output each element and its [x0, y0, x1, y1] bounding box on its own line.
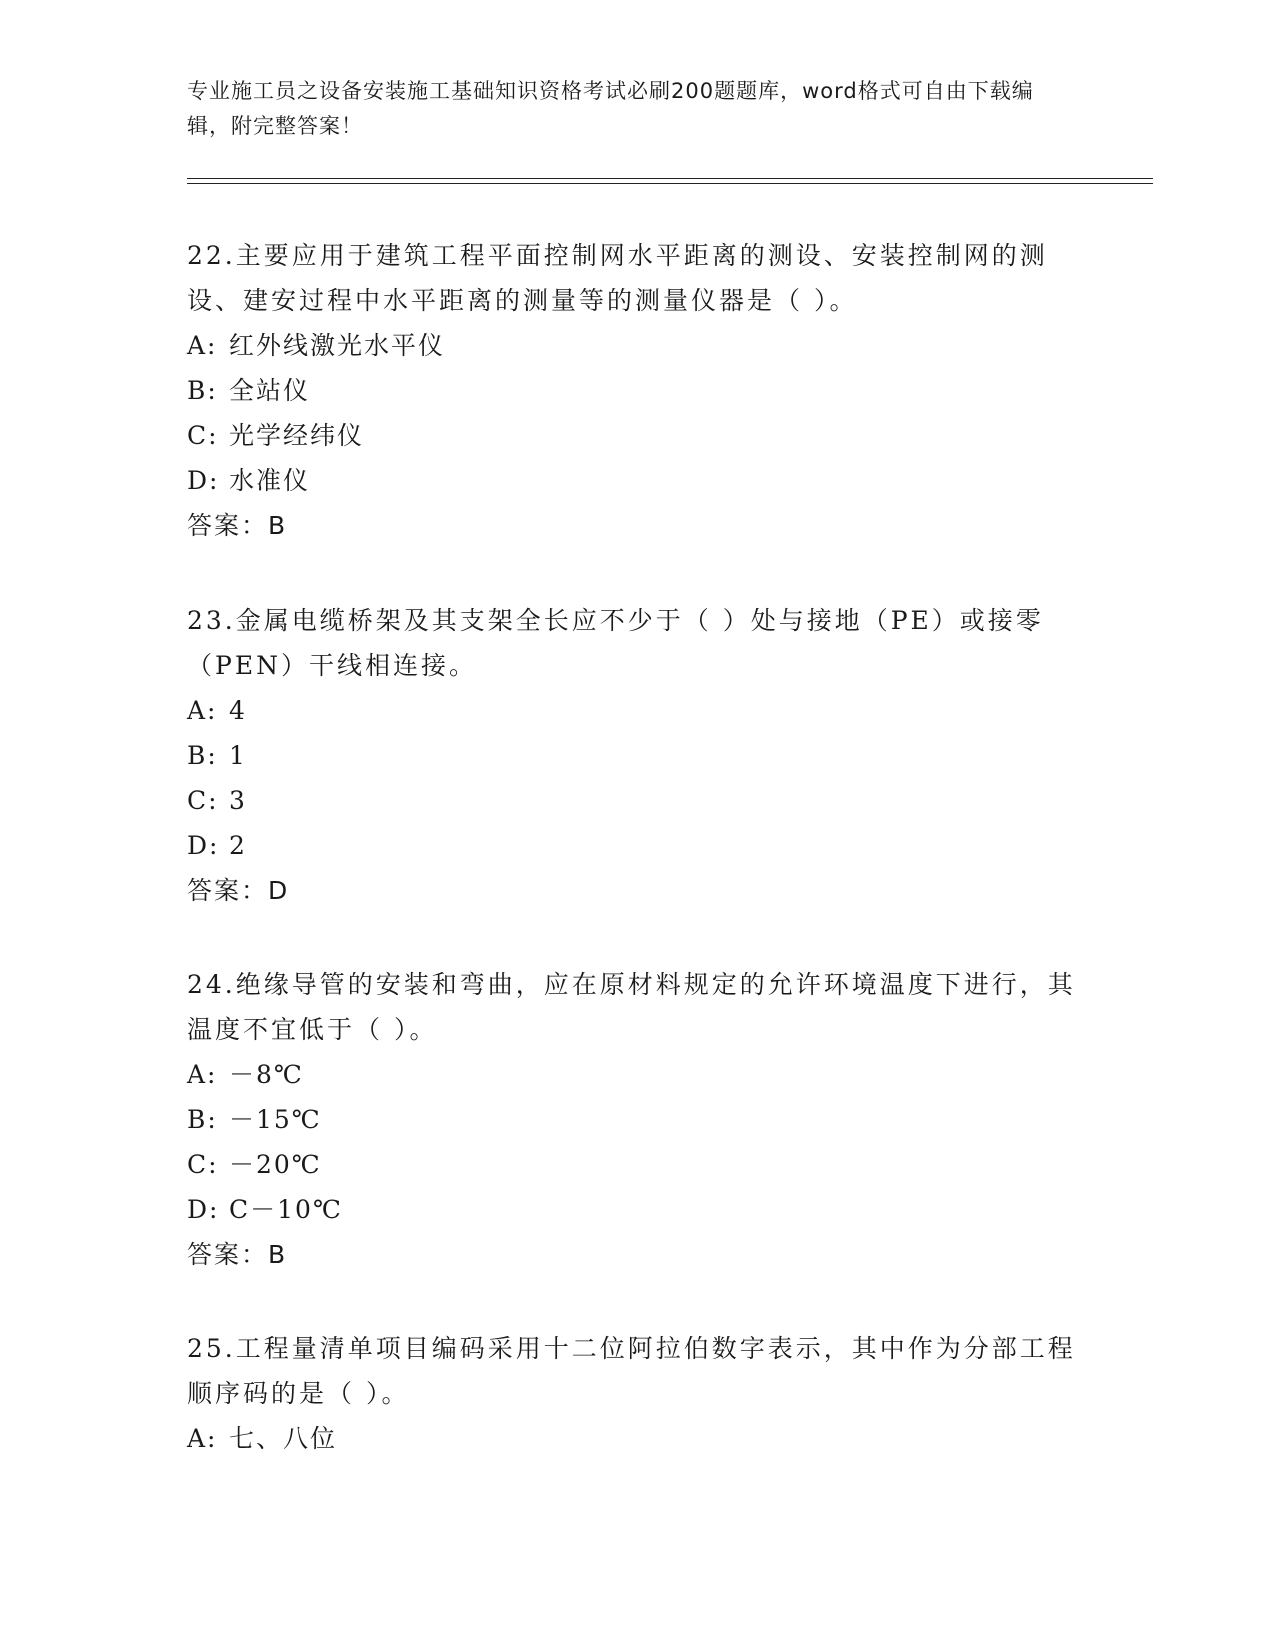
option-d	[187, 823, 1087, 868]
option-label: C:	[187, 421, 219, 450]
answer-line: 答案：B	[187, 1240, 288, 1269]
option-text: 七、八位	[229, 1424, 338, 1453]
question-text: 25.工程量清单项目编码采用十二位阿拉伯数字表示，其中作为分部工程顺序码的是（ ）。	[187, 1334, 1076, 1408]
option-label: A:	[187, 331, 218, 360]
option-label: B:	[187, 741, 218, 770]
answer-line: 答案：B	[187, 511, 288, 540]
option-text: 水准仪	[229, 466, 311, 495]
option-label: B:	[187, 1105, 218, 1134]
option-text: 1	[229, 741, 247, 770]
question-25	[187, 1326, 1087, 1461]
option-d	[187, 1187, 1087, 1232]
option-label: C:	[187, 1150, 219, 1179]
option-label: D:	[187, 466, 220, 495]
option-text: 光学经纬仪	[229, 421, 365, 450]
option-text: 4	[229, 696, 247, 725]
option-label: A:	[187, 1060, 218, 1089]
option-label: C:	[187, 786, 219, 815]
option-c	[187, 778, 1087, 823]
question-text: 22.主要应用于建筑工程平面控制网水平距离的测设、安装控制网的测设、建安过程中水平距离的测量等的测量仪器是（ ）。	[187, 241, 1048, 315]
option-label: D:	[187, 1195, 220, 1224]
document-header: 专业施工员之设备安装施工基础知识资格考试必刷200题题库，word格式可自由下载编辑，附完整答案！	[187, 79, 1034, 138]
option-text: －15℃	[229, 1105, 322, 1134]
option-label: B:	[187, 376, 218, 405]
option-text: 2	[229, 831, 247, 860]
option-a	[187, 688, 1087, 733]
question-23	[187, 598, 1087, 913]
option-c	[187, 413, 1087, 458]
header-divider	[187, 178, 1153, 179]
option-text: 红外线激光水平仪	[229, 331, 446, 360]
header-divider-secondary	[187, 183, 1153, 184]
option-b	[187, 368, 1087, 413]
option-a	[187, 323, 1087, 368]
question-22	[187, 233, 1087, 548]
option-b	[187, 1097, 1087, 1142]
option-c	[187, 1142, 1087, 1187]
option-label: A:	[187, 1424, 218, 1453]
option-text: C－10℃	[229, 1195, 343, 1224]
option-text: 3	[229, 786, 247, 815]
option-a	[187, 1416, 1087, 1461]
option-text: －20℃	[229, 1150, 322, 1179]
option-d	[187, 458, 1087, 503]
option-label: D:	[187, 831, 220, 860]
option-text: －8℃	[229, 1060, 304, 1089]
answer-line: 答案：D	[187, 876, 290, 905]
option-a	[187, 1052, 1087, 1097]
question-text: 23.金属电缆桥架及其支架全长应不少于（ ）处与接地（PE）或接零（PEN）干线相连接。	[187, 606, 1044, 680]
question-text: 24.绝缘导管的安装和弯曲，应在原材料规定的允许环境温度下进行，其温度不宜低于（ ）。	[187, 970, 1076, 1044]
option-text: 全站仪	[229, 376, 311, 405]
option-label: A:	[187, 696, 218, 725]
option-b	[187, 733, 1087, 778]
question-24	[187, 962, 1087, 1277]
